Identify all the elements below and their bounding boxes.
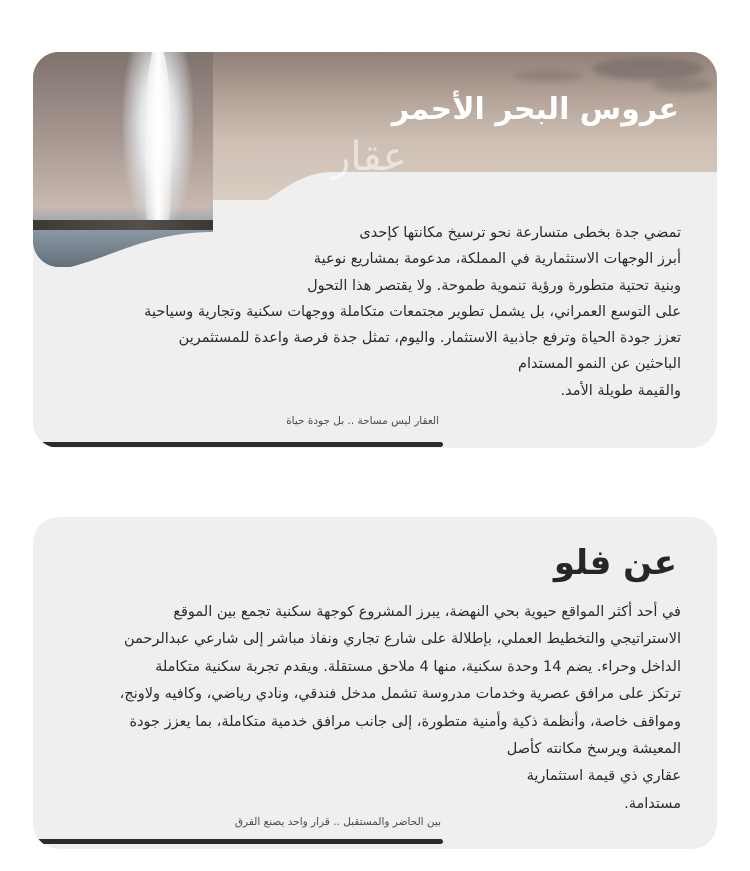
article-card-about bbox=[33, 517, 717, 849]
body-line: ترتكز على مرافق عصرية وخدمات مدروسة تشمل مدخل فندقي، ونادي رياضي، وكافيه ولاونج، bbox=[119, 686, 681, 703]
body-line: مستدامة. bbox=[624, 795, 681, 812]
body-line: وبنية تحتية متطورة ورؤية تنموية طموحة. ولا يقتصر هذا التحول bbox=[307, 277, 681, 294]
watermark-text: عقار bbox=[331, 134, 407, 180]
divider-rule bbox=[33, 442, 443, 447]
article-caption: بين الحاضر والمستقبل .. قرار واحد يصنع الفرق bbox=[234, 816, 441, 828]
body-line: في أحد أكثر المواقع حيوية بحي النهضة، يبرز المشروع كوجهة سكنية تجمع بين الموقع bbox=[173, 604, 681, 620]
body-line: أبرز الوجهات الاستثمارية في المملكة، مدعومة بمشاريع نوعية bbox=[313, 251, 681, 268]
body-line: على التوسع العمراني، بل يشمل تطوير مجتمعات متكاملة ووجهات سكنية وتجارية وسياحية bbox=[144, 303, 681, 320]
body-line: الباحثين عن النمو المستدام bbox=[518, 356, 681, 373]
body-line: الداخل وحراء. يضم 14 وحدة سكنية، منها 4 ملاحق مستقلة. ويقدم تجربة سكنية متكاملة bbox=[155, 658, 681, 675]
article-title: عروس البحر الأحمر bbox=[391, 92, 679, 127]
body-line: والقيمة طويلة الأمد. bbox=[560, 382, 681, 399]
article-body bbox=[69, 220, 681, 404]
article-caption: العقار ليس مساحة .. بل جودة حياة bbox=[286, 415, 439, 427]
divider-rule bbox=[33, 839, 443, 844]
article-title: عن فلو bbox=[553, 543, 677, 583]
body-line: المعيشة ويرسخ مكانته كأصل bbox=[506, 741, 681, 758]
article-body bbox=[65, 599, 681, 818]
body-line: الاستراتيجي والتخطيط العملي، بإطلالة على شارع تجاري ونفاذ مباشر إلى شارعي عبدالرحمن bbox=[123, 631, 681, 648]
article-card-jeddah bbox=[33, 52, 717, 448]
body-line: تعزز جودة الحياة وترفع جاذبية الاستثمار. واليوم، تمثل جدة فرصة واعدة للمستثمرين bbox=[178, 330, 681, 347]
body-line: ومواقف خاصة، وأنظمة ذكية وأمنية متطورة، إلى جانب مرافق خدمية متكاملة، بما يعزز جودة bbox=[129, 713, 681, 730]
body-line: عقاري ذي قيمة استثمارية bbox=[526, 768, 681, 785]
body-line: تمضي جدة بخطى متسارعة نحو ترسيخ مكانتها كإحدى bbox=[359, 225, 681, 241]
